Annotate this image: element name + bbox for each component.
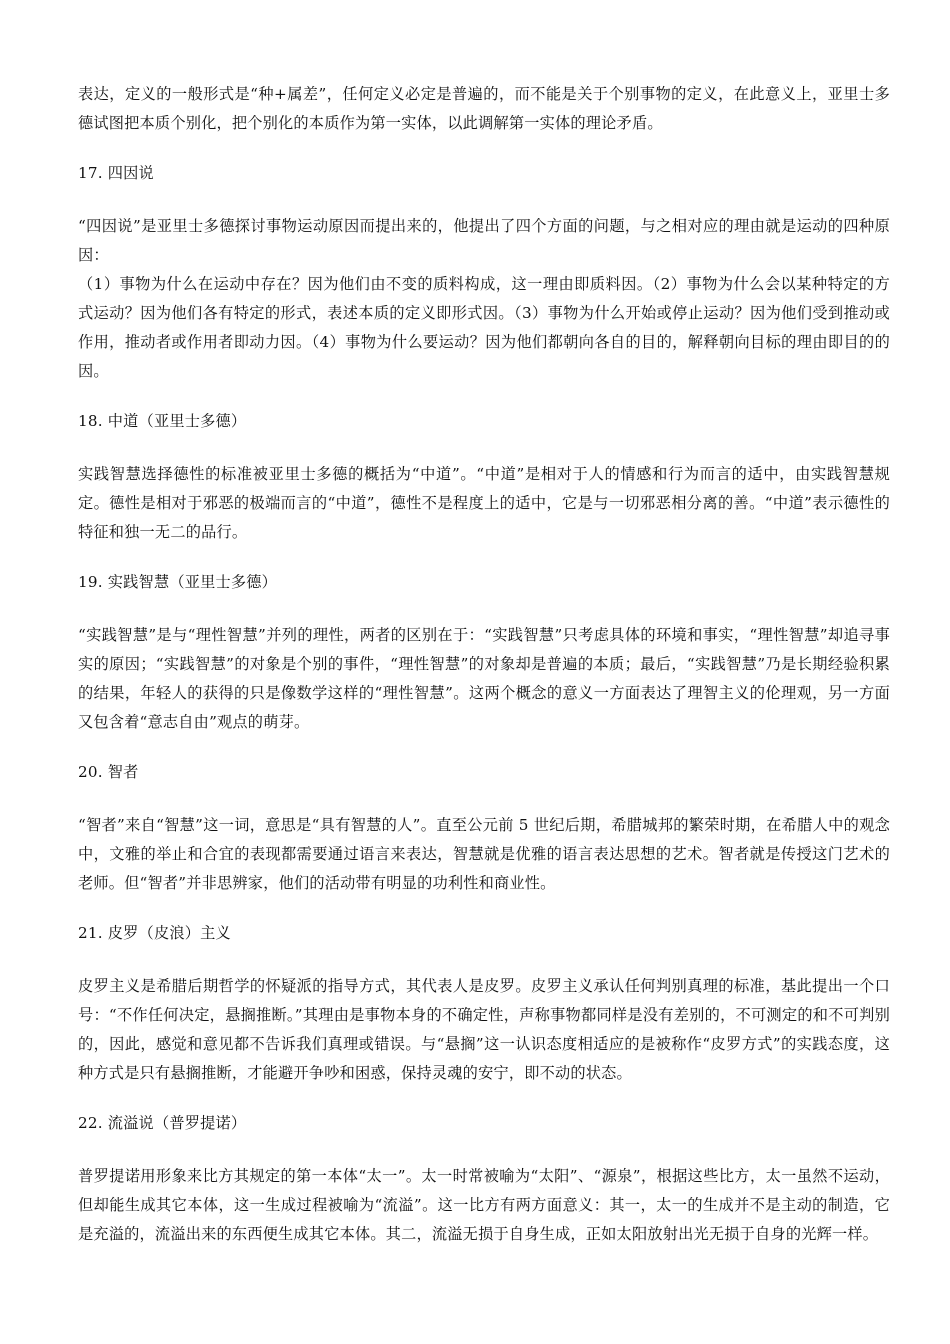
section-18-paragraph-1: 实践智慧选择德性的标准被亚里士多德的概括为“中道”。“中道”是相对于人的情感和行为而言的适中，由实践智慧规定。德性是相对于邪恶的极端而言的“中道”，德性不是程度上的适中，它是与一切邪恶相分离的善。“中道”表示德性的特征和独一无二的品行。 <box>78 465 890 541</box>
section-heading-19: 19. 实践智慧（亚里士多德） <box>78 573 278 591</box>
section-17-paragraph-1: “四因说”是亚里士多德探讨事物运动原因而提出来的，他提出了四个方面的问题，与之相对应的理由就是运动的四种原因： <box>78 217 890 264</box>
section-heading-17: 17. 四因说 <box>78 164 154 182</box>
section-20-paragraph-1: “智者”来自“智慧”这一词，意思是“具有智慧的人”。直至公元前 5 世纪后期，希腊城邦的繁荣时期，在希腊人中的观念中，文雅的举止和合宜的表现都需要通过语言来表达，智慧就是优雅的语言表达思想的艺术。智者就是传授这门艺术的老师。但“智者”并非思辨家，他们的活动带有明显的功利性和商业性。 <box>78 816 890 892</box>
section-heading-18: 18. 中道（亚里士多德） <box>78 412 247 430</box>
intro-paragraph: 表达，定义的一般形式是“种+属差”，任何定义必定是普遍的，而不能是关于个别事物的定义，在此意义上，亚里士多德试图把本质个别化，把个别化的本质作为第一实体，以此调解第一实体的理论矛盾。 <box>78 85 890 132</box>
section-17-paragraph-2: （1）事物为什么在运动中存在？因为他们由不变的质料构成，这一理由即质料因。（2）事物为什么会以某种特定的方式运动？因为他们各有特定的形式，表述本质的定义即形式因。（3）事物为什么开始或停止运动？因为他们受到推动或作用，推动者或作用者即动力因。（4）事物为什么要运动？因为他们都朝向各自的目的，解释朝向目标的理由即目的的因。 <box>78 275 890 380</box>
section-heading-20: 20. 智者 <box>78 763 139 781</box>
document-page <box>78 80 890 1249</box>
section-heading-21: 21. 皮罗（皮浪）主义 <box>78 924 231 942</box>
section-22-paragraph-1: 普罗提诺用形象来比方其规定的第一本体“太一”。太一时常被喻为“太阳”、“源泉”，根据这些比方，太一虽然不运动，但却能生成其它本体，这一生成过程被喻为“流溢”。这一比方有两方面意义：其一，太一的生成并不是主动的制造，它是充溢的，流溢出来的东西便生成其它本体。其二，流溢无损于自身生成，正如太阳放射出光无损于自身的光辉一样。 <box>78 1167 890 1243</box>
section-heading-22: 22. 流溢说（普罗提诺） <box>78 1114 247 1132</box>
section-19-paragraph-1: “实践智慧”是与“理性智慧”并列的理性，两者的区别在于：“实践智慧”只考虑具体的环境和事实，“理性智慧”却追寻事实的原因；“实践智慧”的对象是个别的事件，“理性智慧”的对象却是普遍的本质；最后，“实践智慧”乃是长期经验积累的结果，年轻人的获得的只是像数学这样的“理性智慧”。这两个概念的意义一方面表达了理智主义的伦理观，另一方面又包含着“意志自由”观点的萌芽。 <box>78 626 890 731</box>
section-21-paragraph-1: 皮罗主义是希腊后期哲学的怀疑派的指导方式，其代表人是皮罗。皮罗主义承认任何判别真理的标准，基此提出一个口号：“不作任何决定，悬搁推断。”其理由是事物本身的不确定性，声称事物都同样是没有差别的，不可测定的和不可判别的，因此，感觉和意见都不告诉我们真理或错误。与“悬搁”这一认识态度相适应的是被称作“皮罗方式”的实践态度，这种方式是只有悬搁推断，才能避开争吵和困惑，保持灵魂的安宁，即不动的状态。 <box>78 977 890 1082</box>
